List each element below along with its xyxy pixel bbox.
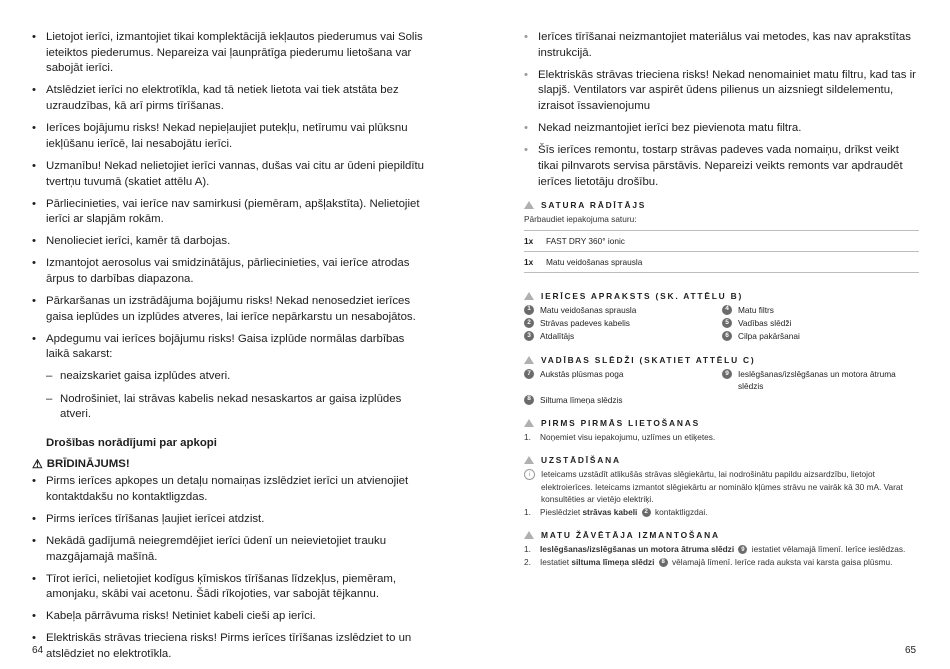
section-heading: [524, 355, 919, 365]
number-badge: 9: [738, 545, 747, 554]
section-title: SATURA RĀDĪTĀJS: [541, 200, 647, 211]
part-item: [524, 317, 722, 329]
package-row: [524, 230, 919, 251]
list-item: • Izmantojot aerosolus vai smidzinātājus, pārliecinieties, vai ierīce atrodas ārpus to darbības diapazona.: [32, 256, 424, 287]
number-badge: 2: [642, 508, 651, 517]
page-number-left: 64: [32, 645, 44, 656]
step-text: [540, 556, 892, 568]
list-item: • Nekādā gadījumā neiegremdējiet ierīci ūdenī un neievietojiet trauku mazgājamajā mašīnā.: [32, 534, 424, 565]
part-item: [722, 317, 919, 329]
section-title: PIRMS PIRMĀS LIETOŠANAS: [541, 418, 700, 429]
number-badge: 8: [524, 395, 534, 405]
step-text-bold: strāvas kabeli: [582, 506, 638, 517]
section-title: MATU ŽĀVĒTĀJA IZMANTOŠANA: [541, 530, 720, 541]
list-item: • Elektriskās strāvas trieciena risks! Pirms ierīces tīrīšanas izslēdziet to un atslēdziet no elektrotīkla.: [32, 631, 424, 662]
step-number: 2.: [524, 556, 531, 567]
info-text: Ieteicams uzstādīt atlikušās strāvas slēgiekārtu, lai nodrošinātu papildu aizsardzību, lietojot elektroierīces. Ieteicams izmantot slēgiekārtu ar nominālo kļūmes strāvu ne vairāk kā 30 mA. Varat konsultēties ar vietējo elektriķi.: [541, 469, 903, 505]
number-badge: 8: [659, 558, 668, 567]
step-text-part: Pieslēdziet: [540, 506, 581, 517]
triangle-icon: [524, 292, 534, 300]
safety-list: [32, 30, 424, 325]
package-item: Matu veidošanas sprausla: [546, 256, 643, 267]
part-item: [524, 330, 722, 342]
step-text: Noņemiet visu iepakojumu, uzlīmes un etiķetes.: [540, 432, 716, 443]
list-item: • Lietojot ierīci, izmantojiet tikai komplektācijā iekļautos piederumus vai Solis ieteiktos piederumus. Nepareiza vai ļaunprātīga piederumu lietošana var sabojāt ierīci.: [32, 30, 424, 77]
package-row: [524, 251, 919, 273]
maintenance-heading: Drošības norādījumi par apkopi: [46, 437, 217, 450]
description-grid: [524, 304, 919, 343]
step-row: [524, 556, 919, 568]
safety-list-sub: [32, 332, 424, 424]
step-text-part: vēlamajā līmenī. Ierīce rada auksta vai karsta gaisa plūsmu.: [672, 556, 893, 567]
right-page: [524, 30, 919, 568]
step-text-bold: Ieslēgšanas/izslēgšanas un motora ātruma slēdzi: [540, 544, 735, 555]
list-item: • Ierīces bojājumu risks! Nekad nepieļaujiet putekļu, netīrumu vai plūksnu iekļūšanu ierīcē, lai nesabojātu ierīci.: [32, 121, 424, 152]
list-item: • Pirms ierīces tīrīšanas ļaujiet ierīcei atdzist.: [32, 512, 424, 528]
package-qty: 1x: [524, 256, 534, 267]
step-text-part: iestatiet vēlamajā līmenī. Ierīce ieslēdzas.: [751, 544, 906, 555]
section-heading: [524, 455, 919, 465]
package-qty: 1x: [524, 235, 534, 246]
info-icon: i: [524, 469, 535, 480]
part-label: Aukstās plūsmas poga: [540, 368, 624, 379]
section-title: UZSTĀDĪŠANA: [541, 455, 621, 466]
step-text-part: kontaktligzdai.: [654, 506, 708, 517]
warning-title: BRĪDINĀJUMS!: [46, 458, 130, 471]
part-label: Strāvas padeves kabelis: [540, 318, 630, 329]
list-item: • Pirms ierīces apkopes un detaļu nomaiņas izslēdziet ierīci un atvienojiet kontaktdakšu no kontaktligzdas.: [32, 474, 424, 505]
section-heading: [524, 418, 919, 428]
part-label: Matu veidošanas sprausla: [540, 304, 637, 315]
triangle-icon: [524, 419, 534, 427]
list-item: • Ierīces tīrīšanai neizmantojiet materiālus vai metodes, kas nav aprakstītas instrukcijā.: [524, 30, 919, 61]
list-item: • Pārliecinieties, vai ierīce nav samirkusi (piemēram, apšļakstīta). Nelietojiet ierīci ar slapjām rokām.: [32, 197, 424, 228]
list-item: • Elektriskās strāvas trieciena risks! Nekad nenomainiet matu filtru, kad tas ir slapjš. Ventilators var aspirēt ūdens pilienus un aizsniegt sildelementu, izraisot īssavienojumu: [524, 68, 919, 115]
step-row: [524, 431, 919, 443]
warning-icon: ⚠: [32, 457, 43, 472]
list-item: • Uzmanību! Nekad nelietojiet ierīci vannas, dušas vai citu ar ūdeni piepildītu tvertņu tuvumā (skatiet attēlu A).: [32, 159, 424, 190]
number-badge: 7: [524, 369, 534, 379]
part-item: [722, 368, 919, 393]
number-badge: 6: [722, 331, 732, 341]
number-badge: 2: [524, 318, 534, 328]
list-item: • Nenolieciet ierīci, kamēr tā darbojas.: [32, 234, 424, 250]
part-item: [524, 394, 722, 406]
step-row: [524, 543, 919, 555]
triangle-icon: [524, 201, 534, 209]
list-item-text: Apdegumu vai ierīces bojājumu risks! Gaisa izplūde normālas darbības laikā sakarst:: [46, 332, 405, 361]
list-item: • Tīrot ierīci, nelietojiet kodīgus ķīmiskos tīrīšanas līdzekļus, piemēram, amonjaku, skābi vai acetonu. Šādi rīkojoties, var sabojāt tējkannu.: [32, 572, 424, 603]
maintenance-list: [32, 474, 424, 663]
step-number: 1.: [524, 432, 531, 443]
cleaning-list: [524, 30, 919, 190]
drying-steps: [524, 543, 919, 568]
part-label: Siltuma līmeņa slēdzis: [540, 394, 623, 405]
warning-heading: [32, 458, 424, 470]
number-badge: 4: [722, 305, 732, 315]
part-item: [722, 330, 919, 342]
list-item: • Pārkaršanas un izstrādājuma bojājumu risks! Nekad nenosedziet ierīces gaisa ieplūdes un izplūdes atveres, lai ierīce nepārkarstu un nesabojātos.: [32, 294, 424, 325]
section-title: IERĪCES APRAKSTS (SK. ATTĒLU B): [541, 290, 744, 301]
part-label: Cilpa pakāršanai: [738, 331, 800, 342]
list-item: • Atslēdziet ierīci no elektrotīkla, kad tā netiek lietota vai tiek atstāta bez uzraudzības, kā arī pirms tīrīšanas.: [32, 83, 424, 114]
part-label: Vadības slēdži: [738, 318, 792, 329]
list-item: • Nekad neizmantojiet ierīci bez pievienota matu filtra.: [524, 121, 919, 137]
part-item: [524, 368, 722, 393]
first-use-steps: [524, 431, 919, 443]
sub-list-item: – Nodrošiniet, lai strāvas kabelis nekad nesaskartos ar gaisa izplūdes atveri.: [46, 392, 424, 423]
part-item: [722, 304, 919, 316]
section-heading: [524, 291, 919, 301]
sub-list: [46, 369, 424, 423]
step-number: 1.: [524, 506, 531, 517]
list-item: [32, 332, 424, 424]
setup-steps: [524, 506, 919, 518]
step-number: 1.: [524, 544, 531, 555]
page-number-right: 65: [905, 645, 917, 656]
step-text-bold: siltuma līmeņa slēdzi: [571, 556, 655, 567]
step-row: [524, 506, 919, 518]
triangle-icon: [524, 531, 534, 539]
list-item: • Kabeļa pārrāvuma risks! Netiniet kabeli cieši ap ierīci.: [32, 609, 424, 625]
sub-list-item: – neaizskariet gaisa izplūdes atveri.: [46, 369, 424, 385]
list-item: • Šīs ierīces remontu, tostarp strāvas padeves vada nomaiņu, drīkst veikt tikai pilnvarots servisa pārstāvis. Nepareizi veikts remonts var apdraudēt ierīces lietotāju drošību.: [524, 143, 919, 190]
part-label: Ieslēgšanas/izslēgšanas un motora ātruma slēdzis: [738, 368, 896, 392]
package-intro: Pārbaudiet iepakojuma saturu:: [524, 214, 637, 225]
part-item: [524, 304, 722, 316]
section-heading: [524, 200, 919, 210]
part-label: Atdalītājs: [540, 331, 575, 342]
triangle-icon: [524, 456, 534, 464]
number-badge: 1: [524, 305, 534, 315]
number-badge: 3: [524, 331, 534, 341]
package-item: FAST DRY 360° ionic: [546, 235, 625, 246]
number-badge: 5: [722, 318, 732, 328]
controls-grid: [524, 368, 919, 406]
section-title: VADĪBAS SLĒDŽI (SKATIET ATTĒLU C): [541, 354, 756, 365]
step-text: [540, 506, 708, 518]
triangle-icon: [524, 356, 534, 364]
step-text: [540, 543, 905, 555]
number-badge: 9: [722, 369, 732, 379]
left-page: [32, 30, 424, 669]
info-note: [524, 468, 919, 505]
section-heading: [524, 530, 919, 540]
part-label: Matu filtrs: [738, 304, 774, 315]
package-table: [524, 230, 919, 273]
step-text-part: Iestatiet: [540, 556, 570, 567]
